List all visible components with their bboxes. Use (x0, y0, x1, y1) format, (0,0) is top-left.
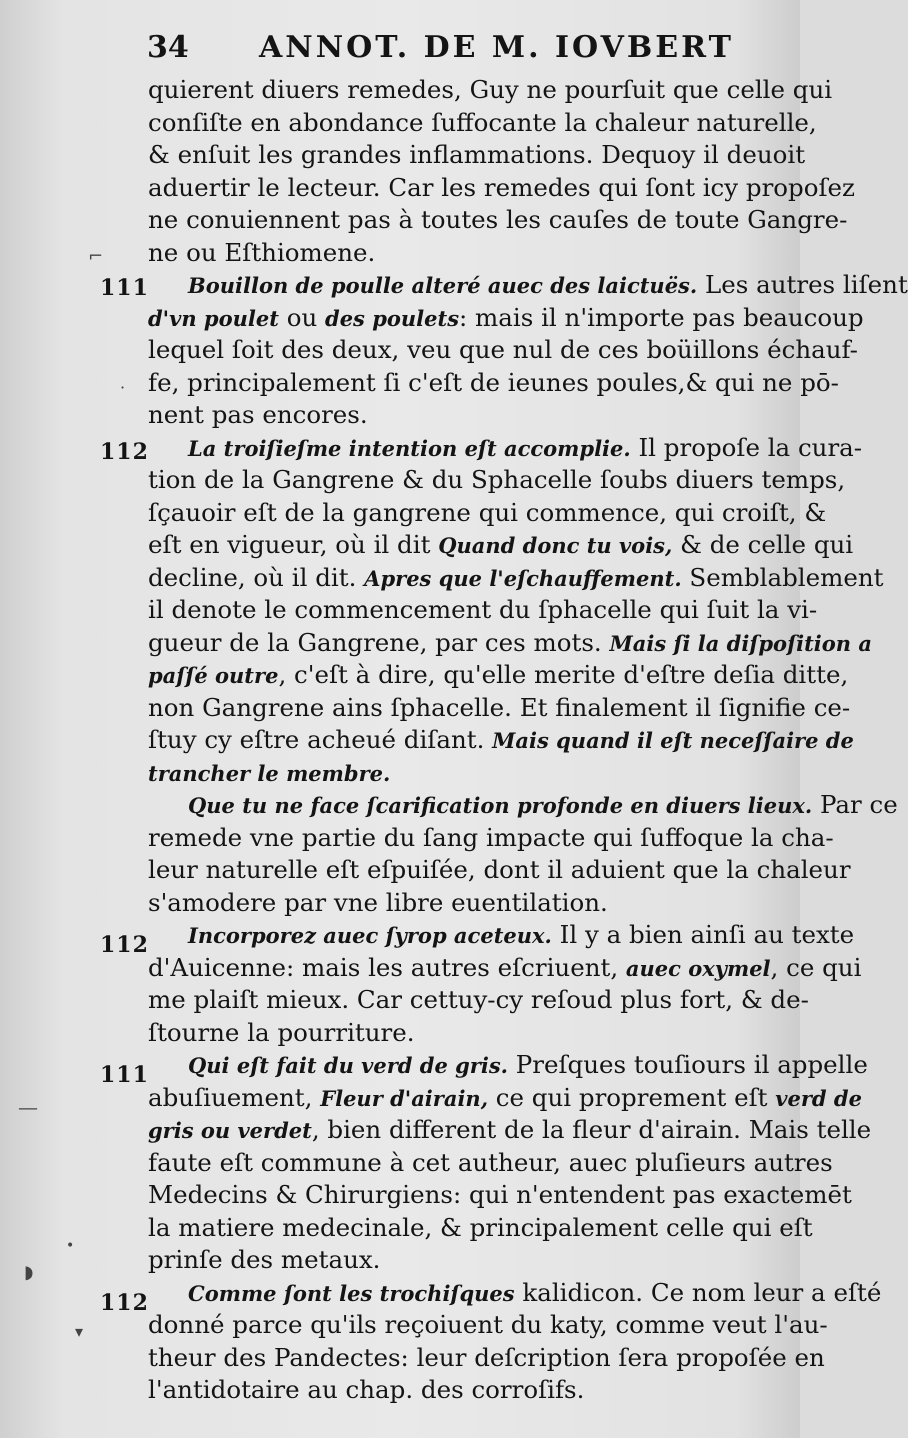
text-line: gris ou verdet, bien different de la fleur d'airain. Mais telle (148, 1115, 872, 1144)
text-line: Bouillon de poulle alteré auec des laictuës. Les autres liſent (188, 270, 908, 299)
text-line: remede vne partie du ſang impacte qui ſuffoque la cha- (148, 822, 834, 852)
text-line: donné parce qu'ils reçoiuent du katy, comme veut l'au- (148, 1310, 828, 1339)
margin-marker: 111 (100, 1062, 149, 1088)
text-line: eſt en vigueur, où il dit Quand donc tu vois, & de celle qui (148, 530, 854, 559)
text-line: Que tu ne face ſcarification profonde en diuers lieux. Par ce (188, 790, 898, 819)
margin-marker: 112 (100, 1290, 149, 1316)
text-line: ſtuy cy eſtre acheué diſant. Mais quand il eſt neceſſaire de (148, 725, 854, 754)
text-line: il denote le commencement du ſphacelle qui ſuit la vi- (148, 595, 818, 624)
text-line: faute eſt commune à cet autheur, auec pluſieurs autres (148, 1147, 833, 1177)
text-line: ne conuiennent pas à toutes les cauſes de toute Gangre- (148, 205, 848, 234)
text-line: quierent diuers remedes, Guy ne pourſuit que celle qui (148, 75, 833, 104)
text-line: gueur de la Gangrene, par ces mots. Mais ſi la diſpoſition a (148, 627, 872, 657)
running-title: ANNOT. DE M. IOVBERT (259, 30, 734, 65)
margin-mark: · (120, 378, 126, 397)
text-line: l'antidotaire au chap. des corroſifs. (148, 1375, 585, 1404)
text-line: la matiere medecinale, & principalement celle qui eſt (148, 1212, 813, 1242)
text-line: theur des Pandectes: leur deſcription ſera propoſée en (148, 1342, 825, 1372)
text-line: s'amodere par vne libre euentilation. (148, 887, 608, 917)
text-line: decline, où il dit. Apres que l'eſchauffement. Semblablement (148, 562, 884, 592)
text-line: conſiſte en abondance ſuffocante la chaleur naturelle, (148, 107, 817, 137)
page-number: 34 (147, 30, 189, 65)
text-line: nent pas encores. (148, 400, 368, 429)
text-line: non Gangrene ains ſphacelle. Et finalement il ſignifie ce- (148, 692, 851, 722)
text-line: & enſuit les grandes inflammations. Dequoy il deuoit (148, 140, 806, 169)
text-line: paſſé outre, c'eſt à dire, qu'elle merite d'eſtre deſia ditte, (148, 660, 849, 689)
text-line: d'vn poulet ou des poulets: mais il n'importe pas beaucoup (148, 302, 864, 332)
text-line: ne ou Eſthiomene. (148, 237, 376, 267)
margin-mark: • (66, 1238, 75, 1254)
text-line: trancher le membre. (148, 760, 391, 786)
text-line: abuſiuement, Fleur d'airain, ce qui proprement eſt verd de (148, 1082, 862, 1112)
text-line: leur naturelle eſt eſpuiſée, dont il aduient que la chaleur (148, 855, 851, 884)
text-line: me plaiſt mieux. Car cettuy-cy reſoud plus fort, & de- (148, 985, 809, 1014)
text-line: lequel ſoit des deux, veu que nul de ces boüillons échauf- (148, 335, 858, 364)
text-line: La troiſieſme intention eſt accomplie. Il propoſe la cura- (188, 432, 863, 462)
margin-mark: ▾ (75, 1322, 84, 1341)
margin-mark: ◗ (24, 1262, 34, 1283)
text-line: aduertir le lecteur. Car les remedes qui ſont icy propoſez (148, 172, 855, 202)
page-header (147, 26, 747, 70)
margin-mark: ⌐ (88, 246, 104, 267)
text-line: prinſe des metaux. (148, 1245, 381, 1274)
text-line: Incorporez auec ſyrop aceteux. Il y a bien ainſi au texte (188, 920, 855, 949)
text-line: fe, principalement ſi c'eſt de ieunes poules,& qui ne pō- (148, 367, 839, 397)
text-line: ſçauoir eſt de la gangrene qui commence, qui croiſt, & (148, 497, 827, 527)
margin-marker: 112 (100, 932, 149, 958)
text-line: d'Auicenne: mais les autres eſcriuent, auec oxymel, ce qui (148, 952, 862, 982)
margin-marker: 112 (100, 439, 149, 465)
body-text (148, 74, 908, 1407)
text-line: tion de la Gangrene & du Sphacelle ſoubs diuers temps, (148, 465, 846, 494)
text-line: ſtourne la pourriture. (148, 1017, 415, 1047)
margin-marker: 111 (100, 275, 149, 301)
text-line: Medecins & Chirurgiens: qui n'entendent pas exactemēt (148, 1180, 852, 1209)
margin-mark: — (18, 1095, 38, 1119)
text-line: Comme ſont les trochiſques kalidicon. Ce nom leur a eſté (188, 1277, 882, 1307)
text-line: Qui eſt fait du verd de gris. Preſques touſiours il appelle (188, 1050, 868, 1079)
